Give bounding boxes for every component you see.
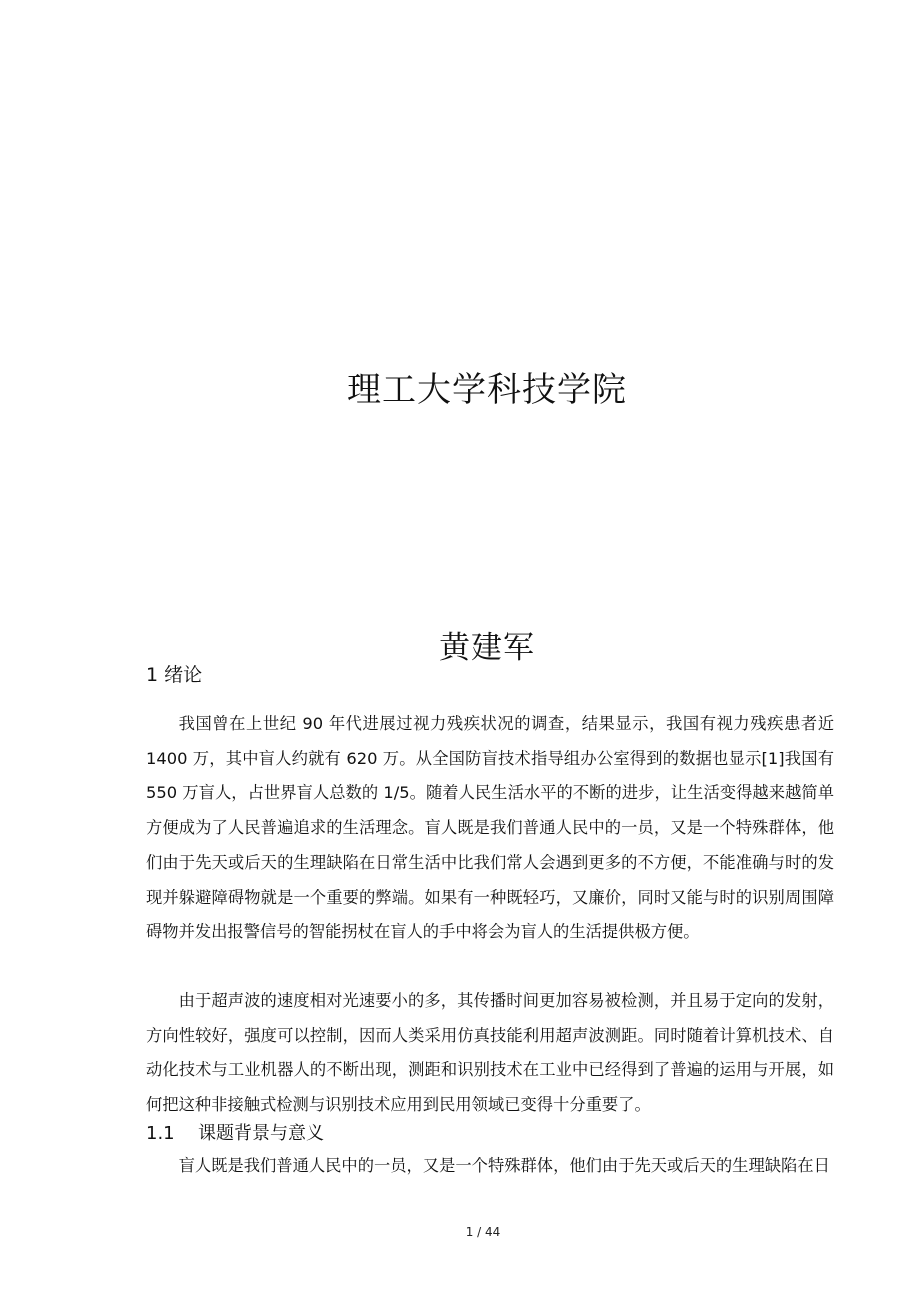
section-number: 1.1 (146, 1123, 175, 1144)
paragraph-text: 由于超声波的速度相对光速要小的多，其传播时间更加容易被检测，并且易于定向的发射，方向性较好，强度可以控制，因而人类采用仿真技能利用超声波测距。同时随着计算机技术、自动化技术与工业机器人的不断出现，测距和识别技术在工业中已经得到了普遍的运用与开展，如何把这种非接触式检测与识别技术应用到民用领域已变得十分重要了。 (146, 991, 834, 1115)
paragraph-text: 我国曾在上世纪 90 年代进展过视力残疾状况的调查，结果显示，我国有视力残疾患者近 1400 万，其中盲人约就有 620 万。从全国防盲技术指导组办公室得到的数据也显示[1]我国有 550 万盲人，占世界盲人总数的 1/5。随着人民生活水平的不断的进步，让生活变得越来越简单方便成为了人民普遍追求的生活理念。盲人既是我们普通人民中的一员，又是一个特殊群体，他们由于先天或后天的生理缺陷在日常生活中比我们常人会遇到更多的不方便，不能准确与时的发现并躲避障碍物就是一个重要的弊端。如果有一种既轻巧，又廉价，同时又能与时的识别周围障碍物并发出报警信号的智能拐杖在盲人的手中将会为盲人的生活提供极方便。 (146, 714, 834, 942)
section-paragraph (146, 1149, 834, 1184)
paragraph-text: 盲人既是我们普通人民中的一员，又是一个特殊群体，他们由于先天或后天的生理缺陷在日 (178, 1156, 830, 1175)
chapter-paragraph (146, 984, 834, 1123)
page-number: 1 / 44 (465, 1225, 501, 1239)
section-title: 课题背景与意义 (198, 1123, 324, 1144)
chapter-paragraph (146, 707, 834, 950)
author-name: 黄建军 (439, 630, 535, 666)
chapter-title: 1 绪论 (146, 664, 203, 686)
school-name: 理工大学科技学院 (347, 370, 627, 410)
section-heading (146, 1119, 324, 1145)
